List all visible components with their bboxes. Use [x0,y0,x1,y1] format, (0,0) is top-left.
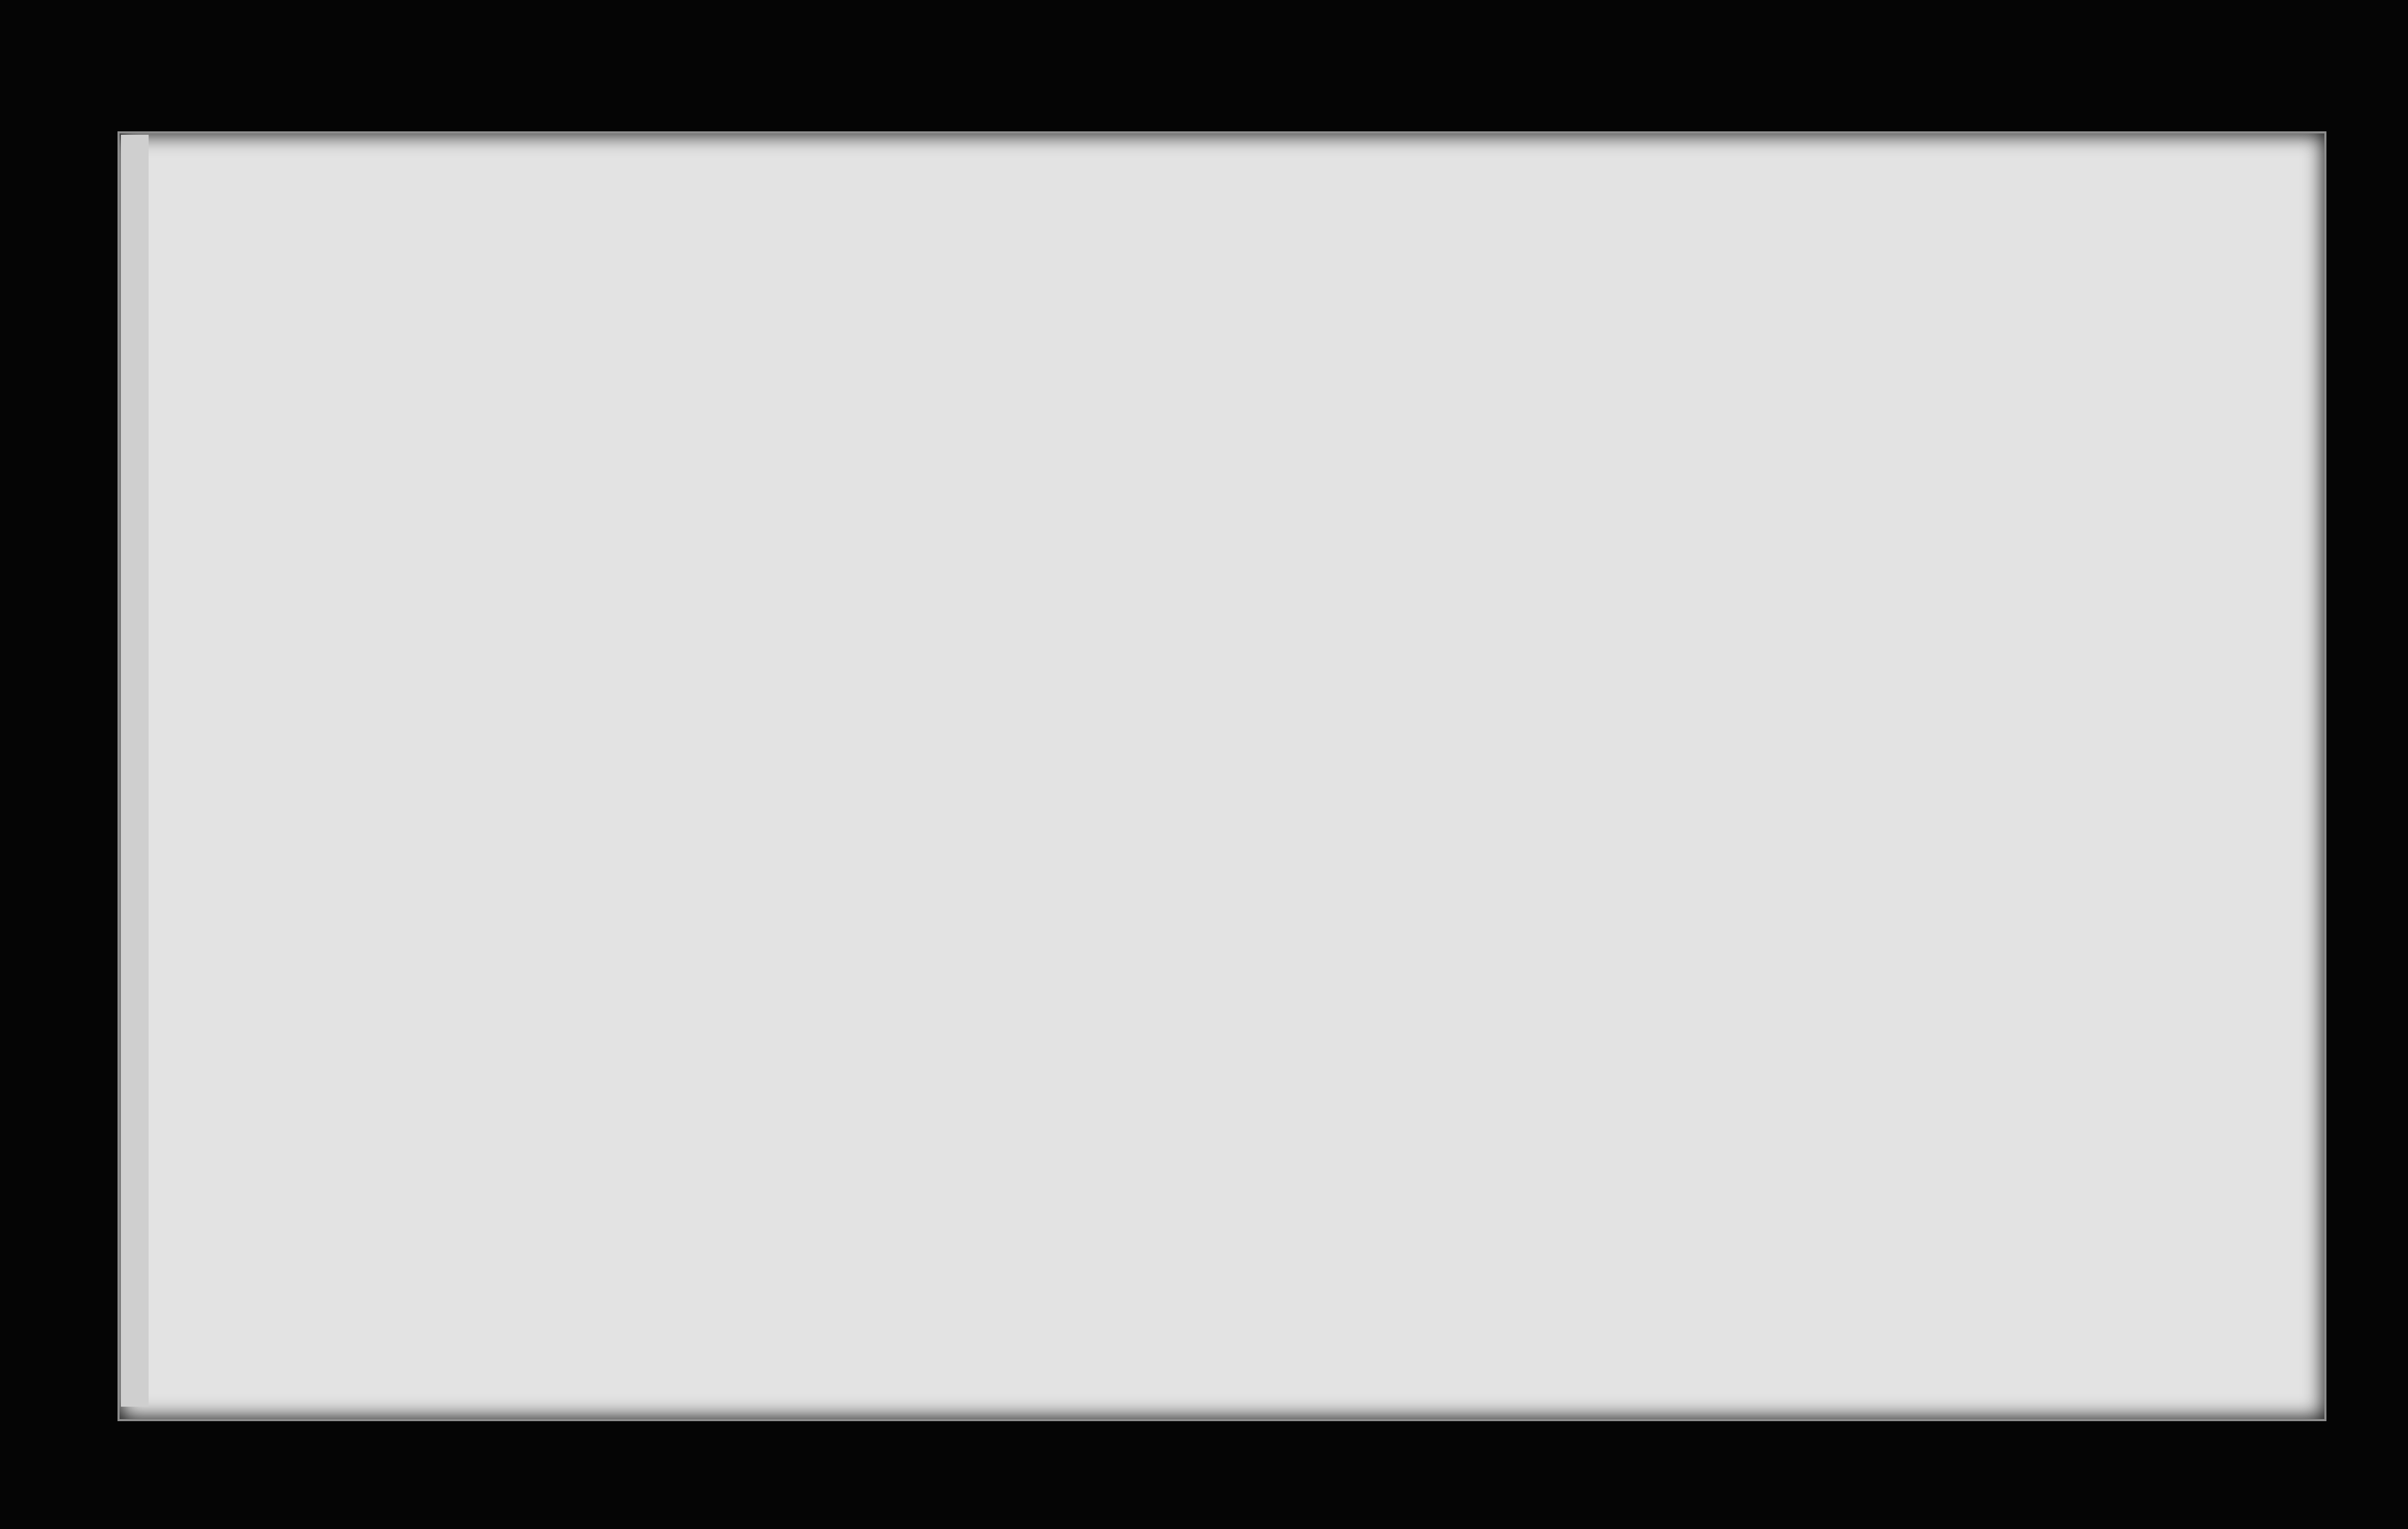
binding-strip [121,135,149,1407]
census-card-sheet [117,131,2326,1421]
